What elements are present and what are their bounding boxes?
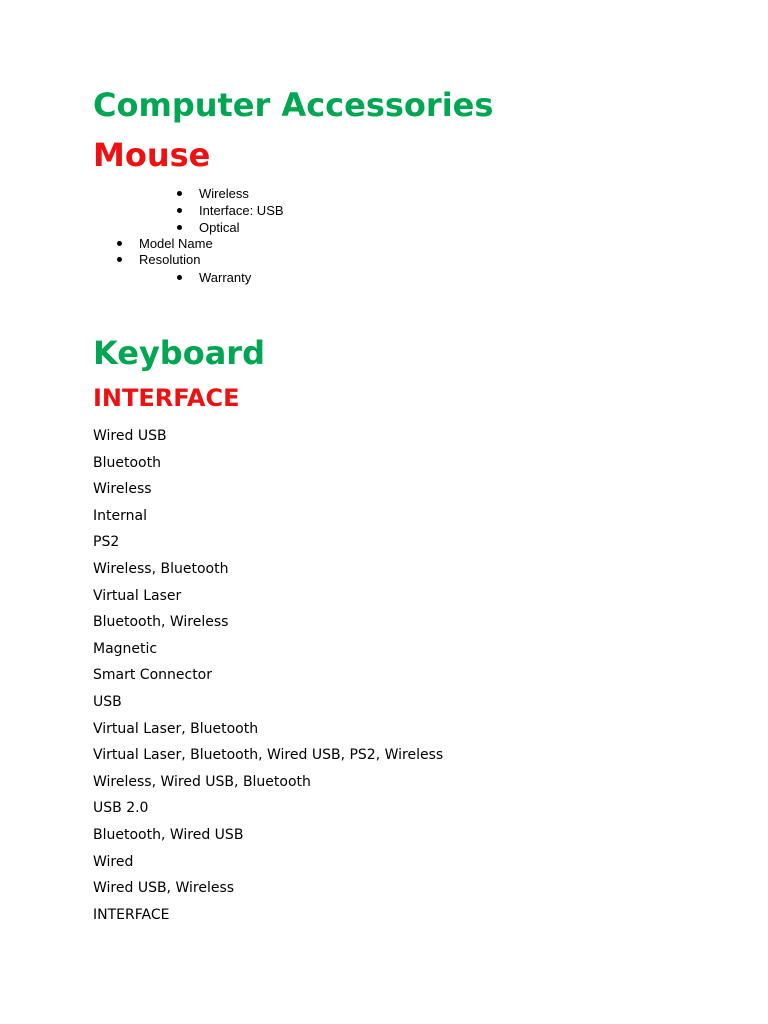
mouse-bullet-item [199,269,251,286]
bullet-dot-icon [177,208,182,213]
interface-item: Wireless, Bluetooth [93,560,229,577]
document-title: Computer Accessories [93,86,494,124]
mouse-bullet-text: Optical [199,220,240,235]
bullet-dot-icon [177,275,182,280]
mouse-bullet-text: Resolution [139,252,201,267]
interface-item: Internal [93,507,147,524]
mouse-heading: Mouse [93,136,211,174]
interface-item: Bluetooth, Wired USB [93,826,244,843]
interface-item: Wireless [93,481,152,498]
mouse-bullet-item [139,235,213,252]
interface-subheading: INTERFACE [93,384,240,412]
bullet-dot-icon [177,225,182,230]
mouse-bullet-text: Interface: USB [199,203,284,218]
interface-item: INTERFACE [93,906,170,923]
interface-item: Wired USB [93,428,167,444]
mouse-bullet-text: Wireless [199,186,249,201]
interface-item: USB 2.0 [93,800,149,817]
mouse-bullet-text: Warranty [199,270,252,285]
mouse-bullet-text: Model Name [139,236,213,251]
mouse-bullet-item [199,185,249,202]
interface-item: Magnetic [93,640,158,657]
interface-item: Wired [93,853,134,870]
interface-list [93,423,443,928]
interface-item: Virtual Laser [93,587,182,604]
interface-item: Bluetooth [93,454,161,471]
interface-item: Wired USB, Wireless [93,880,235,897]
bullet-dot-icon [117,257,122,262]
interface-item: Virtual Laser, Bluetooth, Wired USB, PS2, Wireless [93,747,444,764]
interface-item: USB [93,693,122,710]
interface-item: Bluetooth, Wireless [93,614,229,631]
bullet-dot-icon [177,191,182,196]
bullet-dot-icon [117,241,122,246]
mouse-bullet-item [199,202,284,219]
keyboard-heading: Keyboard [93,334,265,372]
interface-item: PS2 [93,534,120,551]
interface-item: Virtual Laser, Bluetooth [93,720,259,737]
mouse-bullet-item [199,219,239,236]
interface-item: Wireless, Wired USB, Bluetooth [93,773,311,790]
mouse-bullet-item [139,251,200,268]
interface-item: Smart Connector [93,667,213,684]
